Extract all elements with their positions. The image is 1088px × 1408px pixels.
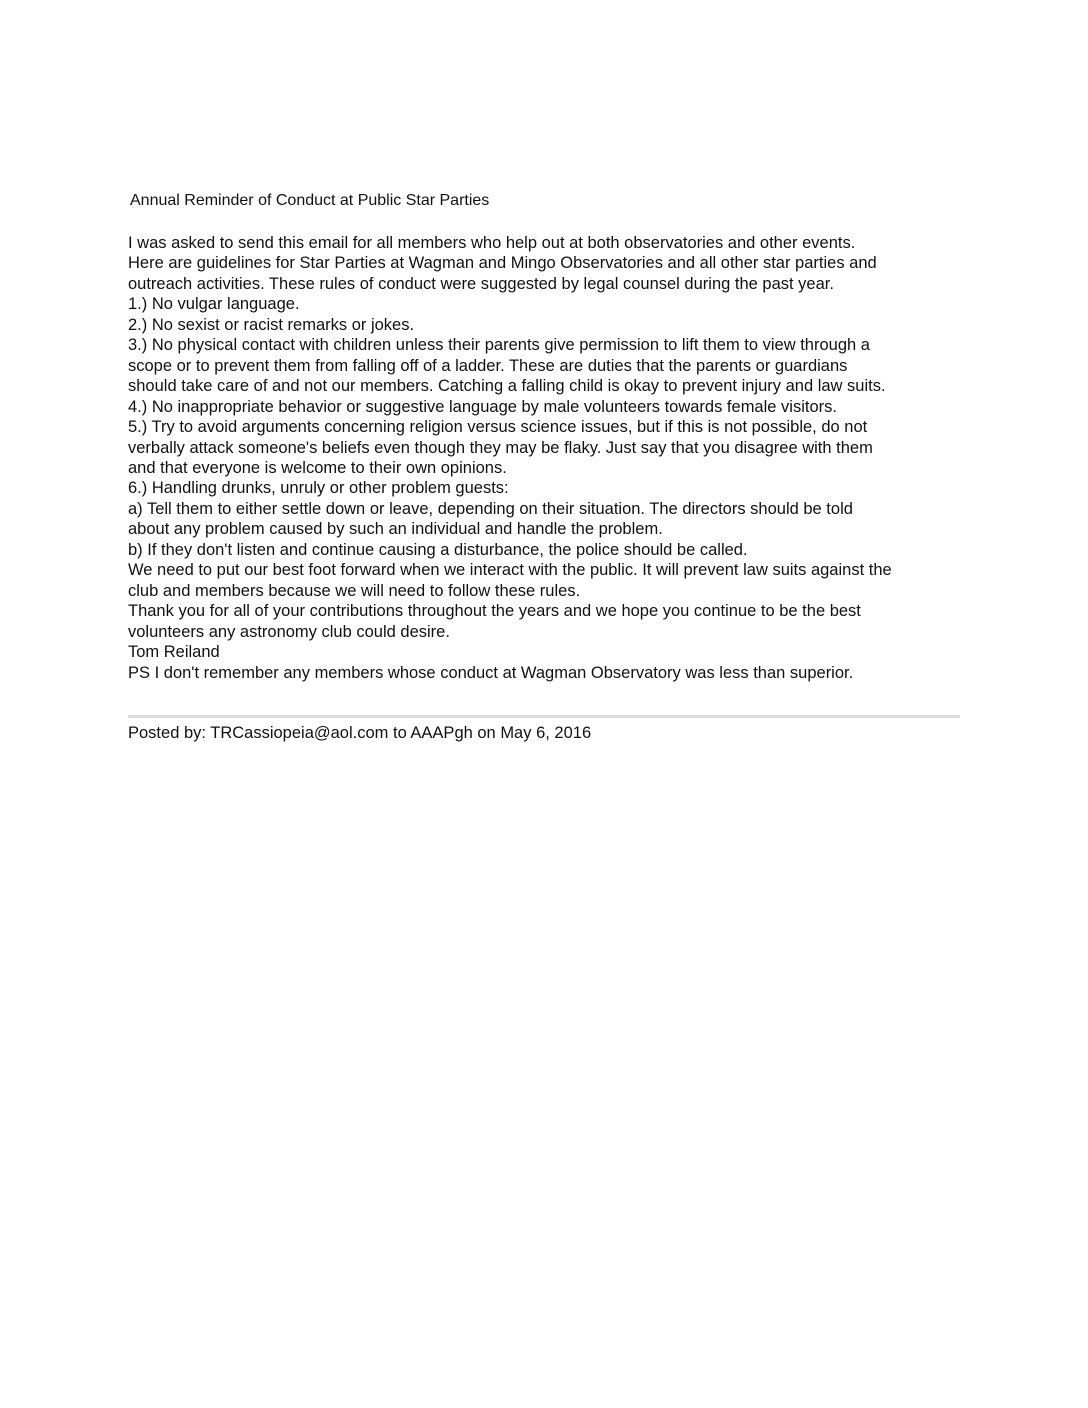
rule-3: 3.) No physical contact with children unless their parents give permission to lift them to view through a xyxy=(128,336,870,355)
body-line: Here are guidelines for Star Parties at Wagman and Mingo Observatories and all other star parties and xyxy=(128,254,877,273)
rule-5: 5.) Try to avoid arguments concerning religion versus science issues, but if this is not possible, do not xyxy=(128,418,868,437)
body-line: I was asked to send this email for all members who help out at both observatories and other events. xyxy=(128,234,856,252)
rule-6: 6.) Handling drunks, unruly or other problem guests: xyxy=(128,479,509,498)
body-line: scope or to prevent them from falling off of a ladder. These are duties that the parents or guardians xyxy=(128,356,848,375)
body-line: We need to put our best foot forward when we interact with the public. It will prevent law suits against the xyxy=(128,561,892,580)
body-line: outreach activities. These rules of conduct were suggested by legal counsel during the past year. xyxy=(128,274,834,293)
body-line: volunteers any astronomy club could desire. xyxy=(128,622,450,641)
document-title: Annual Reminder of Conduct at Public Star Parties xyxy=(130,192,490,209)
posted-by-footer: Posted by: TRCassiopeia@aol.com to AAAPgh on May 6, 2016 xyxy=(128,724,592,742)
rule-1: 1.) No vulgar language. xyxy=(128,295,300,314)
signature: Tom Reiland xyxy=(128,643,220,662)
divider xyxy=(128,715,960,718)
body-line: about any problem caused by such an individual and handle the problem. xyxy=(128,520,663,539)
body-line: verbally attack someone's beliefs even though they may be flaky. Just say that you disagree with them xyxy=(128,438,873,457)
body-line: club and members because we will need to follow these rules. xyxy=(128,581,581,600)
body-line: Thank you for all of your contributions throughout the years and we hope you continue to be the best xyxy=(128,602,861,621)
postscript: PS I don't remember any members whose conduct at Wagman Observatory was less than superior. xyxy=(128,663,854,682)
rule-2: 2.) No sexist or racist remarks or jokes. xyxy=(128,315,415,334)
message-body xyxy=(128,233,968,683)
body-line: should take care of and not our members. Catching a falling child is okay to prevent injury and law suits. xyxy=(128,377,886,396)
rule-4: 4.) No inappropriate behavior or suggestive language by male volunteers towards female visitors. xyxy=(128,397,837,416)
rule-6a: a) Tell them to either settle down or leave, depending on their situation. The directors should be told xyxy=(128,499,853,518)
body-line: and that everyone is welcome to their own opinions. xyxy=(128,458,507,477)
rule-6b: b) If they don't listen and continue causing a disturbance, the police should be called. xyxy=(128,540,748,559)
